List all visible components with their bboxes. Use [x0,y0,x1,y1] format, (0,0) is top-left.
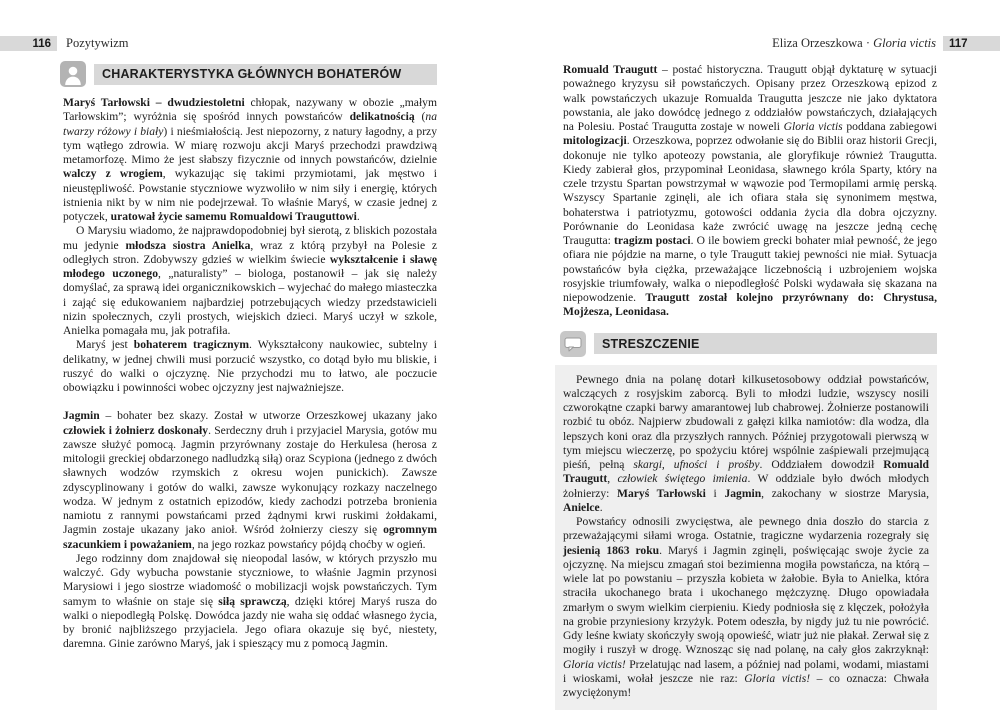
summary-paragraph-2: Powstańcy odnosili zwycięstwa, ale pewnego dnia doszło do starcia z przeważającymi siłami wroga. Ostatnie, tragiczne wydarzenia rozegrały się jesienią 1863 roku. Maryś i Jagmin zginęli, poświęcając swoje życie za ojczyznę. Na miejscu zmagań stoi bezimienna mogiła powstańcza, na którą – wiele lat po powstaniu – przyszła kobieta w żałobie. Była to Anielka, która straciła ukochanego brata i ukochanego mężczyznę. Długo opowiadała zmarłym o swym wielkim cierpieniu. Kiedy podniosła się z klęczek, położyła na grobie przyniesiony krzyżyk. Potem odeszła, by nigdy już tu nie powrócić. Gdy leśne kwiaty skończyły swoją opowieść, wiatr już nie płakał. Zerwał się z mogiły i ruszył w drogę. Wznosząc się nad polanę, na cały głos zakrzyknął: Gloria victis! Przelatując nad lasem, a później nad polami, wodami, miastami i wioskami, wołał jeszcze nie raz: Gloria victis! – co oznacza: Chwała zwyciężonym! [563,515,930,699]
left-page-number: 116 [32,37,51,50]
right-page-number: 117 [949,37,968,50]
header-separator: · [865,36,871,50]
summary-paragraph-1: Pewnego dnia na polanę dotarł kilkusetosobowy oddział powstańców, walczących z rosyjskim zaborcą. Byli to młodzi ludzie, wszyscy nosili czworokątne czapki barwy amarantowej lub chabrowej. Żołnierze postanowili rozbić tu obóz. Najpierw zbudowali z gałęzi kilka namiotów: dla wodza, dla lepszych koni oraz dla przyszłych rannych. Później przygotowali pierwszą w tym miejscu wieczerzę, po spożyciu której wspólnie zaśpiewali przejmującą pieśń, pełną skargi, ufności i prośby. Oddziałem dowodził Romuald Traugutt, człowiek świętego imienia. W oddziale było dwóch młodych żołnierzy: Maryś Tarłowski i Jagmin, zakochany w siostrze Marysia, Anielce. [563,372,929,514]
summary-section-title: STRESZCZENIE [602,336,700,351]
paragraph-marys-3: Maryś jest bohaterem tragicznym. Wykształcony naukowiec, subtelny i delikatny, w jednej chwili musi porzucić wszystko, co dotąd było mu bliskie, i ruszyć do walki o ojczyznę. Nie przychodzi mu to łatwo, ale poczucie obowiązku i powinności wobec ojczyzny jest najważniejsze. [63,338,437,394]
right-page-header [772,36,1000,51]
characters-body [63,96,437,652]
paragraph-jagmin-1: Jagmin – bohater bez skazy. Został w utworze Orzeszkowej ukazany jako człowiek i żołnierz doskonały. Serdeczny druh i przyjaciel Marysia, gotów mu zawsze służyć pomocą. Jagmin przyrównany zostaje do Herkulesa (herosa z mitologii greckiej obdarzonego nadludzką siłą) oraz Scypiona (jednego z dwóch sławnych wodzów rzymskich z okresu wojen punickich). Zawsze zdyscyplinowany i gotów do walki, zawsze wykonujący rozkazy naczelnego wodza. W jednym z ostatnich epizodów, kiedy zachodzi potrzeba bronienia namiotu z rannymi powstańcami przed żądnymi krwi ruskimi żołdakami, Jagmin zostaje ukazany jako anioł. Wśród żołnierzy cieszy się ogromnym szacunkiem i poważaniem, na jego rozkaz powstańcy pójdą choćby w ogień. [63,409,437,551]
characters-section-title: CHARAKTERYSTYKA GŁÓWNYCH BOHATERÓW [102,67,402,81]
traugutt-body [563,63,937,320]
paragraph-marys-1: Maryś Tarłowski – dwudziestoletni chłopak, nazywany w obozie „małym Tarłowskim”; wyróżnia się spośród innych powstańców delikatnością (na twarzy różowy i biały) i nieśmiałością. Jest niepozorny, z natury łagodny, a przy tym wątłego zdrowia. W miarę rozwoju akcji Maryś przechodzi prawdziwą metamorfozę. Mimo że jest słabszy fizycznie od innych powstańców, dzielnie walczy z wrogiem, wykazując się takimi przymiotami, jak męstwo i nieustępliwość. Powstanie styczniowe wyzwoliło w nim siły i energię, których istnienia nikt by w nim nie podejrzewał. To właśnie Maryś, w czasie jednej z potyczek, uratował życie samemu Romualdowi Trauguttowi. [63,96,437,223]
paragraph-marys-2: O Marysiu wiadomo, że najprawdopodobniej był sierotą, z bliskich pozostała mu jedynie młodsza siostra Anielka, wraz z którą przybył na Polesie z odległych stron. Zdobywszy gdzieś w wielkim świecie wykształcenie i sławę młodego uczonego, „naturalisty” – biologa, postanowił – jak się należy domyślać, za sprawą idei organicznikowskich – wyjechać do małego miasteczka i zająć się edukowaniem najbardziej potrzebujących wiedzy przedstawicieli nizin społecznych, czyli prostych, wiejskich dzieci. Maryś uczył w szkole, Anielka pomagała mu, jak potrafiła. [63,224,437,337]
paragraph-traugutt: Romuald Traugutt – postać historyczna. Traugutt objął dyktaturę w sytuacji poważnego kryzysu sił powstańczych. Opisany przez Orzeszkową epizod z walk powstańczych ukazuje Romualda Traugutta jeszcze nie jako dyktatora powstania, ale jako dowódcę jednego z oddziałów powstańczych, działających na Polesiu. Postać Traugutta zostaje w noweli Gloria victis poddana zabiegowi mitologizacji. Orzeszkowa, poprzez odwołanie się do Biblii oraz historii Grecji, dokonuje nie tylko apoteozy powstania, ale gloryfikuje również Traugutta. Kiedy zabierał głos, przypominał Leonidasa, sławnego króla Sparty, który na czele trzystu Spartan powstrzymał w wąwozie pod Termopilami armię perską. Wszyscy Spartanie zginęli, ale ich ofiara stała się synonimem męstwa, bohaterstwa i patriotyzmu, gotowości oddania życia dla dobra ojczyzny. Porównanie do Leonidasa każe zwrócić uwagę na jeszcze jedną cechę Traugutta: tragizm postaci. O ile bowiem grecki bohater miał pewność, że jego ofiara nie pójdzie na marne, o tyle Traugutt takiej pewności nie miał. Sytuacja powstańców była ciężka, przeważające liczebnością i uzbrojeniem wojska rosyjskie triumfowały, walka o niepodległość Polski wydawała się skazana na niepowodzenie. Traugutt został kolejno przyrównany do: Chrystusa, Mojżesza, Leonidasa. [563,63,937,319]
left-page-column [63,61,437,652]
summary-section-title-bar [594,333,937,354]
right-page-number-bar [943,36,1000,51]
left-page-header-title: Pozytywizm [66,36,129,50]
speech-bubble-icon [560,331,586,357]
right-page-header-title [772,36,936,51]
header-work-title: Gloria victis [873,36,936,50]
characters-section-title-bar [94,64,437,85]
right-page-column [563,63,937,710]
characters-section-header [63,61,437,87]
left-page-number-bar [0,36,57,51]
header-author: Eliza Orzeszkowa [772,36,863,50]
summary-section-header [563,331,937,357]
person-icon [60,61,86,87]
paragraph-jagmin-2: Jego rodzinny dom znajdował się nieopodal lasów, w których przyszło mu walczyć. Gdy wybucha powstanie styczniowe, to właśnie Jagmin przynosi Marysiowi i jego siostrze wiadomość o mobilizacji wojsk powstańczych. Tym samym to właśnie on staje się siłą sprawczą, dzięki której Maryś rusza do walki o niepodległą Polskę. Dowódca jazdy nie waha się oddać własnego życia, by bronić najbliższego przyjaciela. Jego ofiara okazuje się być, niestety, daremna. Ginie zarówno Maryś, jak i spieszący mu z pomocą Jagmin. [63,551,437,651]
left-page-header [0,36,129,51]
summary-box [555,365,937,711]
